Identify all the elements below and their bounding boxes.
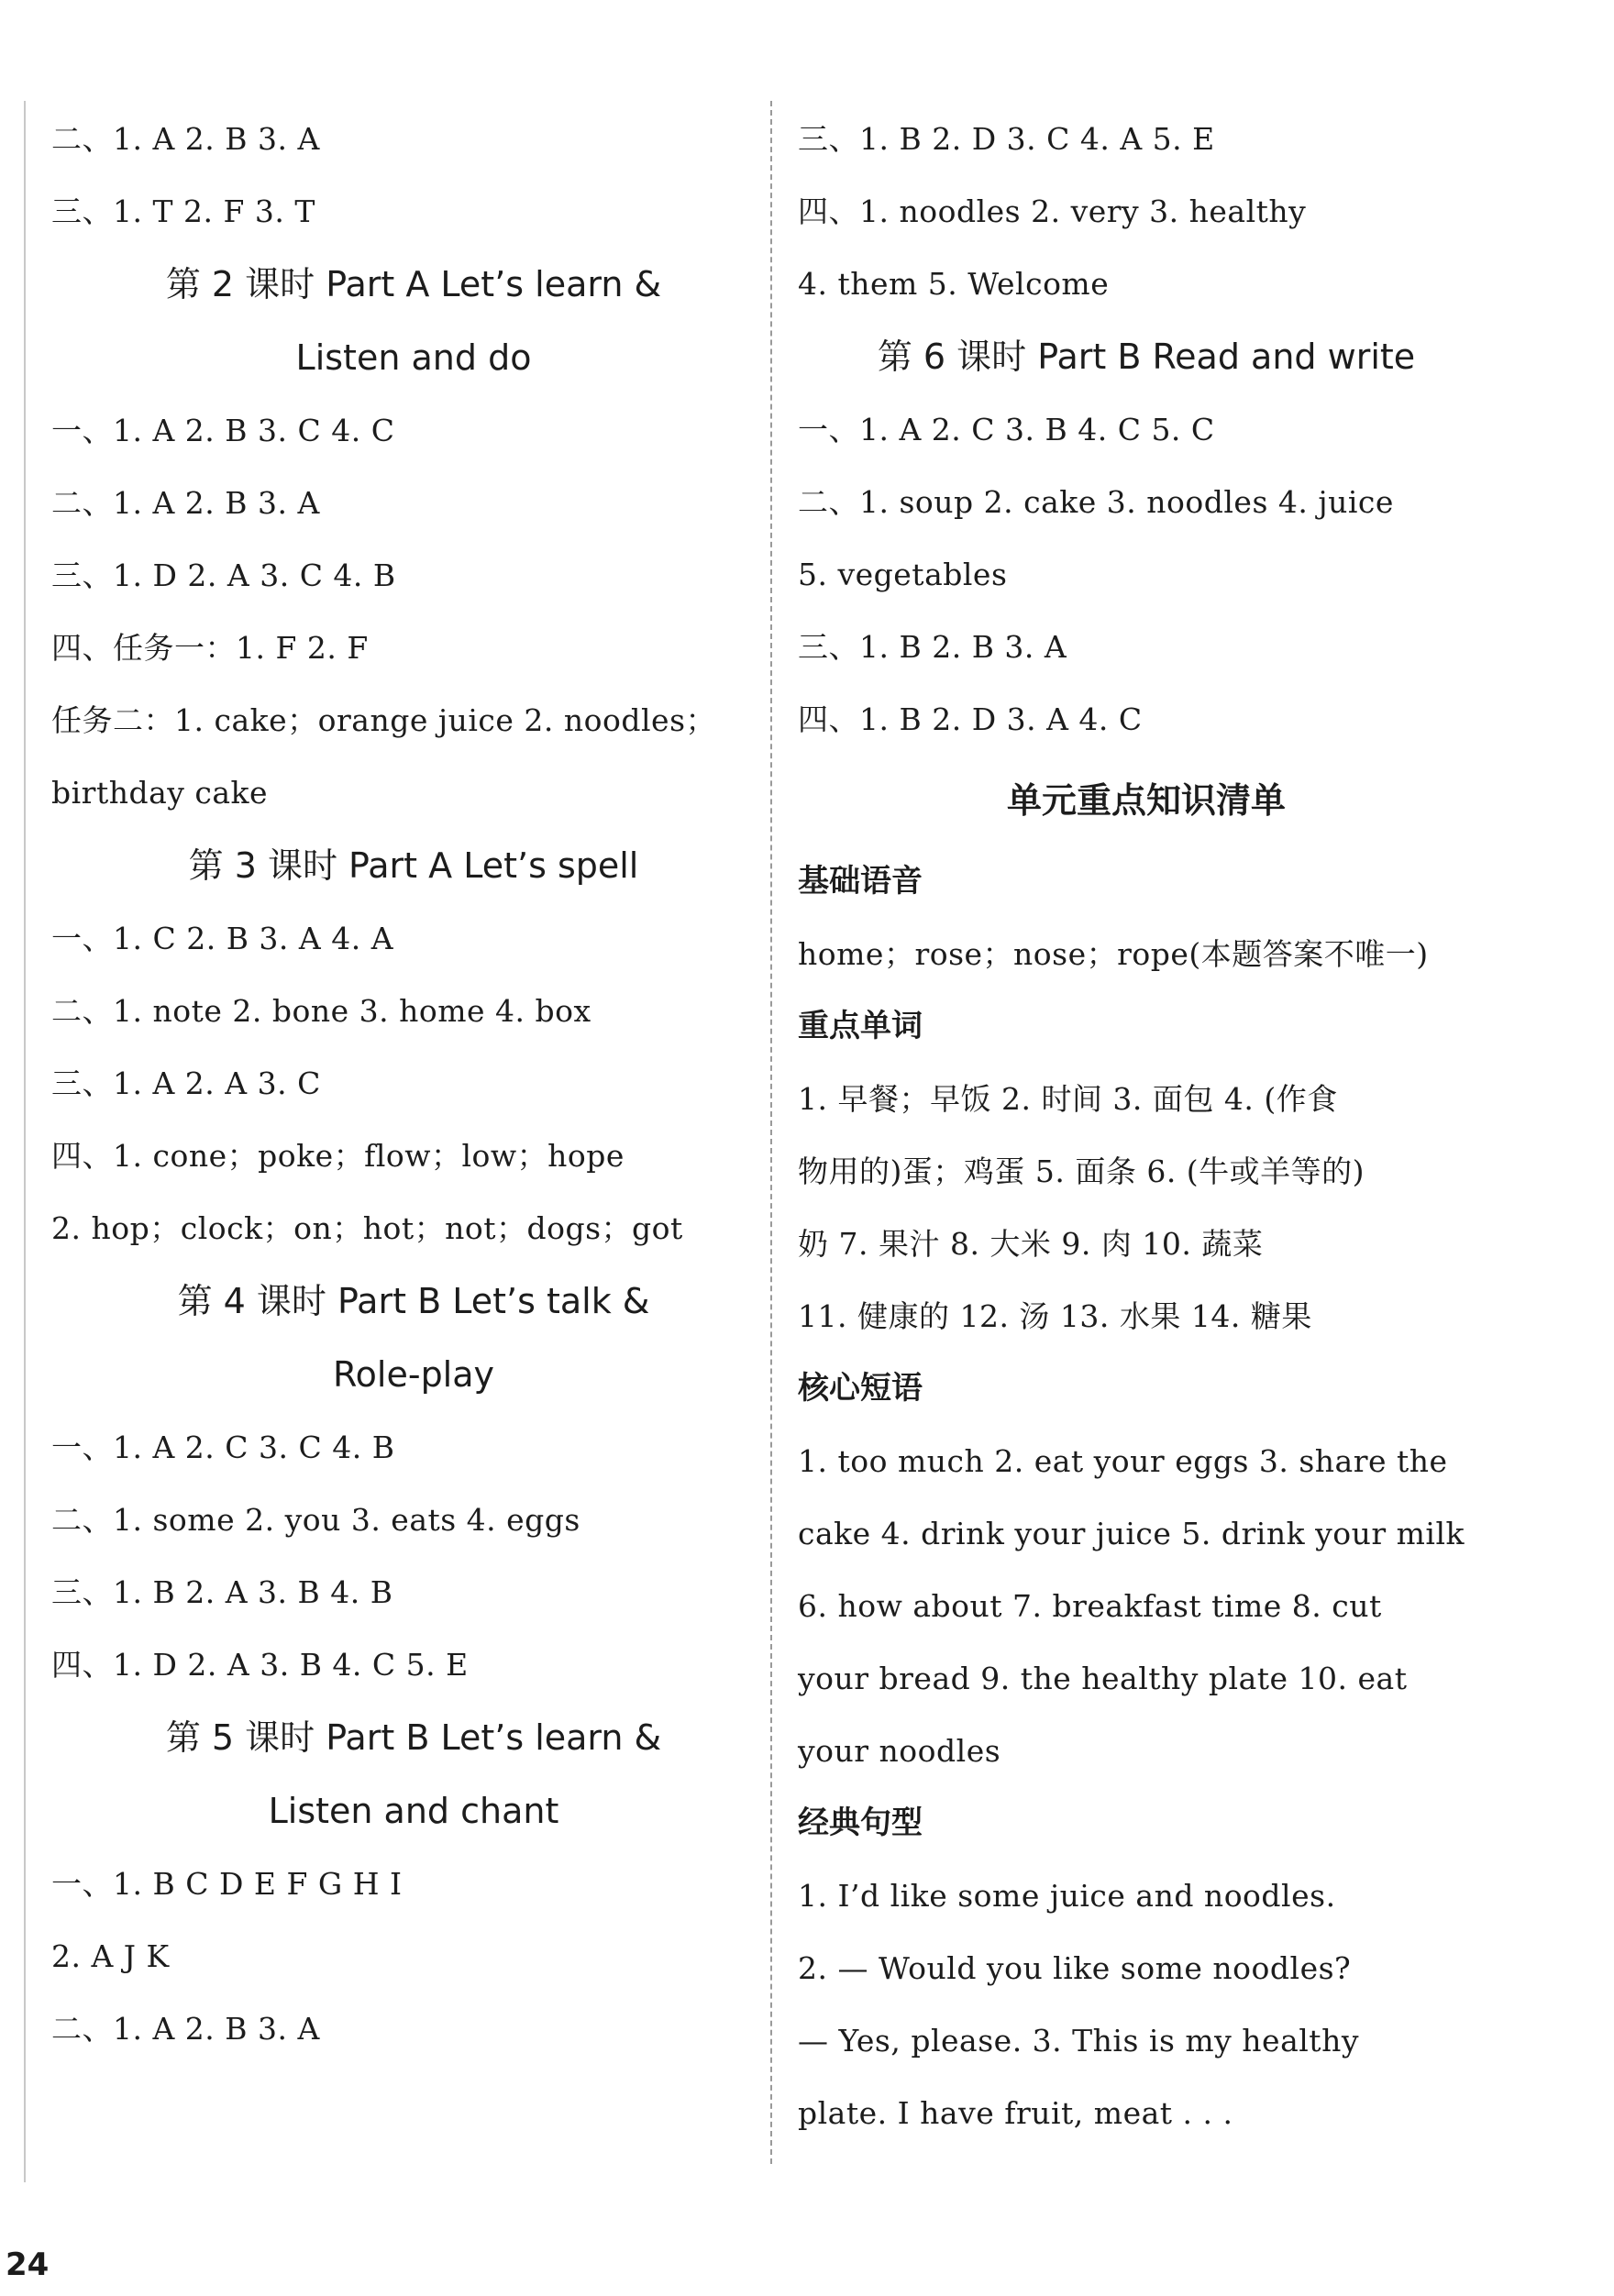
lesson-3-heading: 第 3 课时 Part A Let’s spell: [188, 845, 639, 886]
lesson-2-heading: 第 2 课时 Part A Let’s learn &: [165, 264, 662, 304]
answer-line: 三、1. B 2. B 3. A: [798, 629, 1067, 665]
answer-line: 1. 早餐；早饭 2. 时间 3. 面包 4. (作食: [798, 1081, 1338, 1117]
answer-line: 四、1. D 2. A 3. B 4. C 5. E: [51, 1647, 469, 1683]
answer-line: 二、1. A 2. B 3. A: [51, 2011, 320, 2047]
answer-line: your noodles: [798, 1733, 1001, 1769]
answer-line: 三、1. B 2. A 3. B 4. B: [51, 1574, 393, 1610]
answer-line: 三、1. T 2. F 3. T: [51, 193, 315, 229]
answer-line: 二、1. soup 2. cake 3. noodles 4. juice: [798, 484, 1394, 520]
lesson-4-heading-cont: Role-play: [332, 1354, 495, 1395]
page-number: 24: [6, 2246, 50, 2283]
answer-line: 二、1. note 2. bone 3. home 4. box: [51, 993, 591, 1029]
right-column: [798, 103, 1495, 2149]
section-heading-phonics: 基础语音: [798, 863, 923, 900]
answer-line: 4. them 5. Welcome: [798, 266, 1110, 302]
answer-line: 一、1. A 2. C 3. C 4. B: [51, 1429, 395, 1465]
section-heading-words: 重点单词: [798, 1008, 923, 1044]
answer-line: 2. hop；clock；on；hot；not；dogs；got: [51, 1210, 683, 1246]
answer-line: 2. — Would you like some noodles?: [798, 1950, 1352, 1986]
answer-line: 一、1. A 2. C 3. B 4. C 5. C: [798, 412, 1215, 447]
answer-line: 二、1. some 2. you 3. eats 4. eggs: [51, 1502, 580, 1538]
answer-line: 1. too much 2. eat your eggs 3. share the: [798, 1443, 1448, 1479]
answer-line: 一、1. A 2. B 3. C 4. C: [51, 413, 395, 448]
left-column: [51, 103, 776, 2065]
answer-line: your bread 9. the healthy plate 10. eat: [798, 1661, 1408, 1696]
answer-line: 6. how about 7. breakfast time 8. cut: [798, 1588, 1382, 1624]
answer-line: 奶 7. 果汁 8. 大米 9. 肉 10. 蔬菜: [798, 1226, 1264, 1262]
answer-line: — Yes, please. 3. This is my healthy: [798, 2023, 1359, 2059]
answer-line: 四、1. cone；poke；flow；low；hope: [51, 1138, 625, 1174]
answer-line: 二、1. A 2. B 3. A: [51, 485, 320, 521]
section-heading-sentences: 经典句型: [798, 1805, 923, 1841]
answer-line: 三、1. A 2. A 3. C: [51, 1065, 321, 1101]
answer-line: 物用的)蛋；鸡蛋 5. 面条 6. (牛或羊等的): [798, 1154, 1365, 1189]
lesson-5-heading: 第 5 课时 Part B Let’s learn &: [165, 1717, 662, 1758]
answer-line: 一、1. C 2. B 3. A 4. A: [51, 921, 394, 956]
lesson-2-heading-cont: Listen and do: [295, 337, 532, 378]
answer-line: home；rose；nose；rope(本题答案不唯一): [798, 936, 1429, 972]
page-edge-line: [24, 101, 26, 2182]
answer-line: 任务二：1. cake；orange juice 2. noodles；: [51, 702, 717, 738]
section-heading-phrases: 核心短语: [798, 1370, 923, 1407]
answer-line: 一、1. B C D E F G H I: [51, 1866, 403, 1902]
answer-line: 四、任务一：1. F 2. F: [51, 630, 369, 666]
answer-line: 四、1. noodles 2. very 3. healthy: [798, 193, 1307, 229]
answer-line: 三、1. B 2. D 3. C 4. A 5. E: [798, 121, 1215, 157]
unit-summary-title: 单元重点知识清单: [1006, 780, 1286, 821]
lesson-5-heading-cont: Listen and chant: [268, 1791, 559, 1831]
answer-line: 1. I’d like some juice and noodles.: [798, 1878, 1336, 1914]
answer-line: cake 4. drink your juice 5. drink your milk: [798, 1516, 1465, 1551]
column-divider: [770, 101, 772, 2164]
answer-line: 三、1. D 2. A 3. C 4. B: [51, 557, 396, 593]
answer-line: plate. I have fruit, meat . . .: [798, 2095, 1233, 2131]
answer-line: 5. vegetables: [798, 557, 1008, 592]
answer-line: birthday cake: [51, 775, 269, 811]
lesson-6-heading: 第 6 课时 Part B Read and write: [877, 337, 1416, 377]
answer-line: 11. 健康的 12. 汤 13. 水果 14. 糖果: [798, 1298, 1312, 1334]
answer-line: 四、1. B 2. D 3. A 4. C: [798, 701, 1143, 737]
lesson-4-heading: 第 4 课时 Part B Let’s talk &: [177, 1281, 650, 1321]
answer-line: 二、1. A 2. B 3. A: [51, 121, 320, 157]
answer-line: 2. A J K: [51, 1938, 170, 1974]
